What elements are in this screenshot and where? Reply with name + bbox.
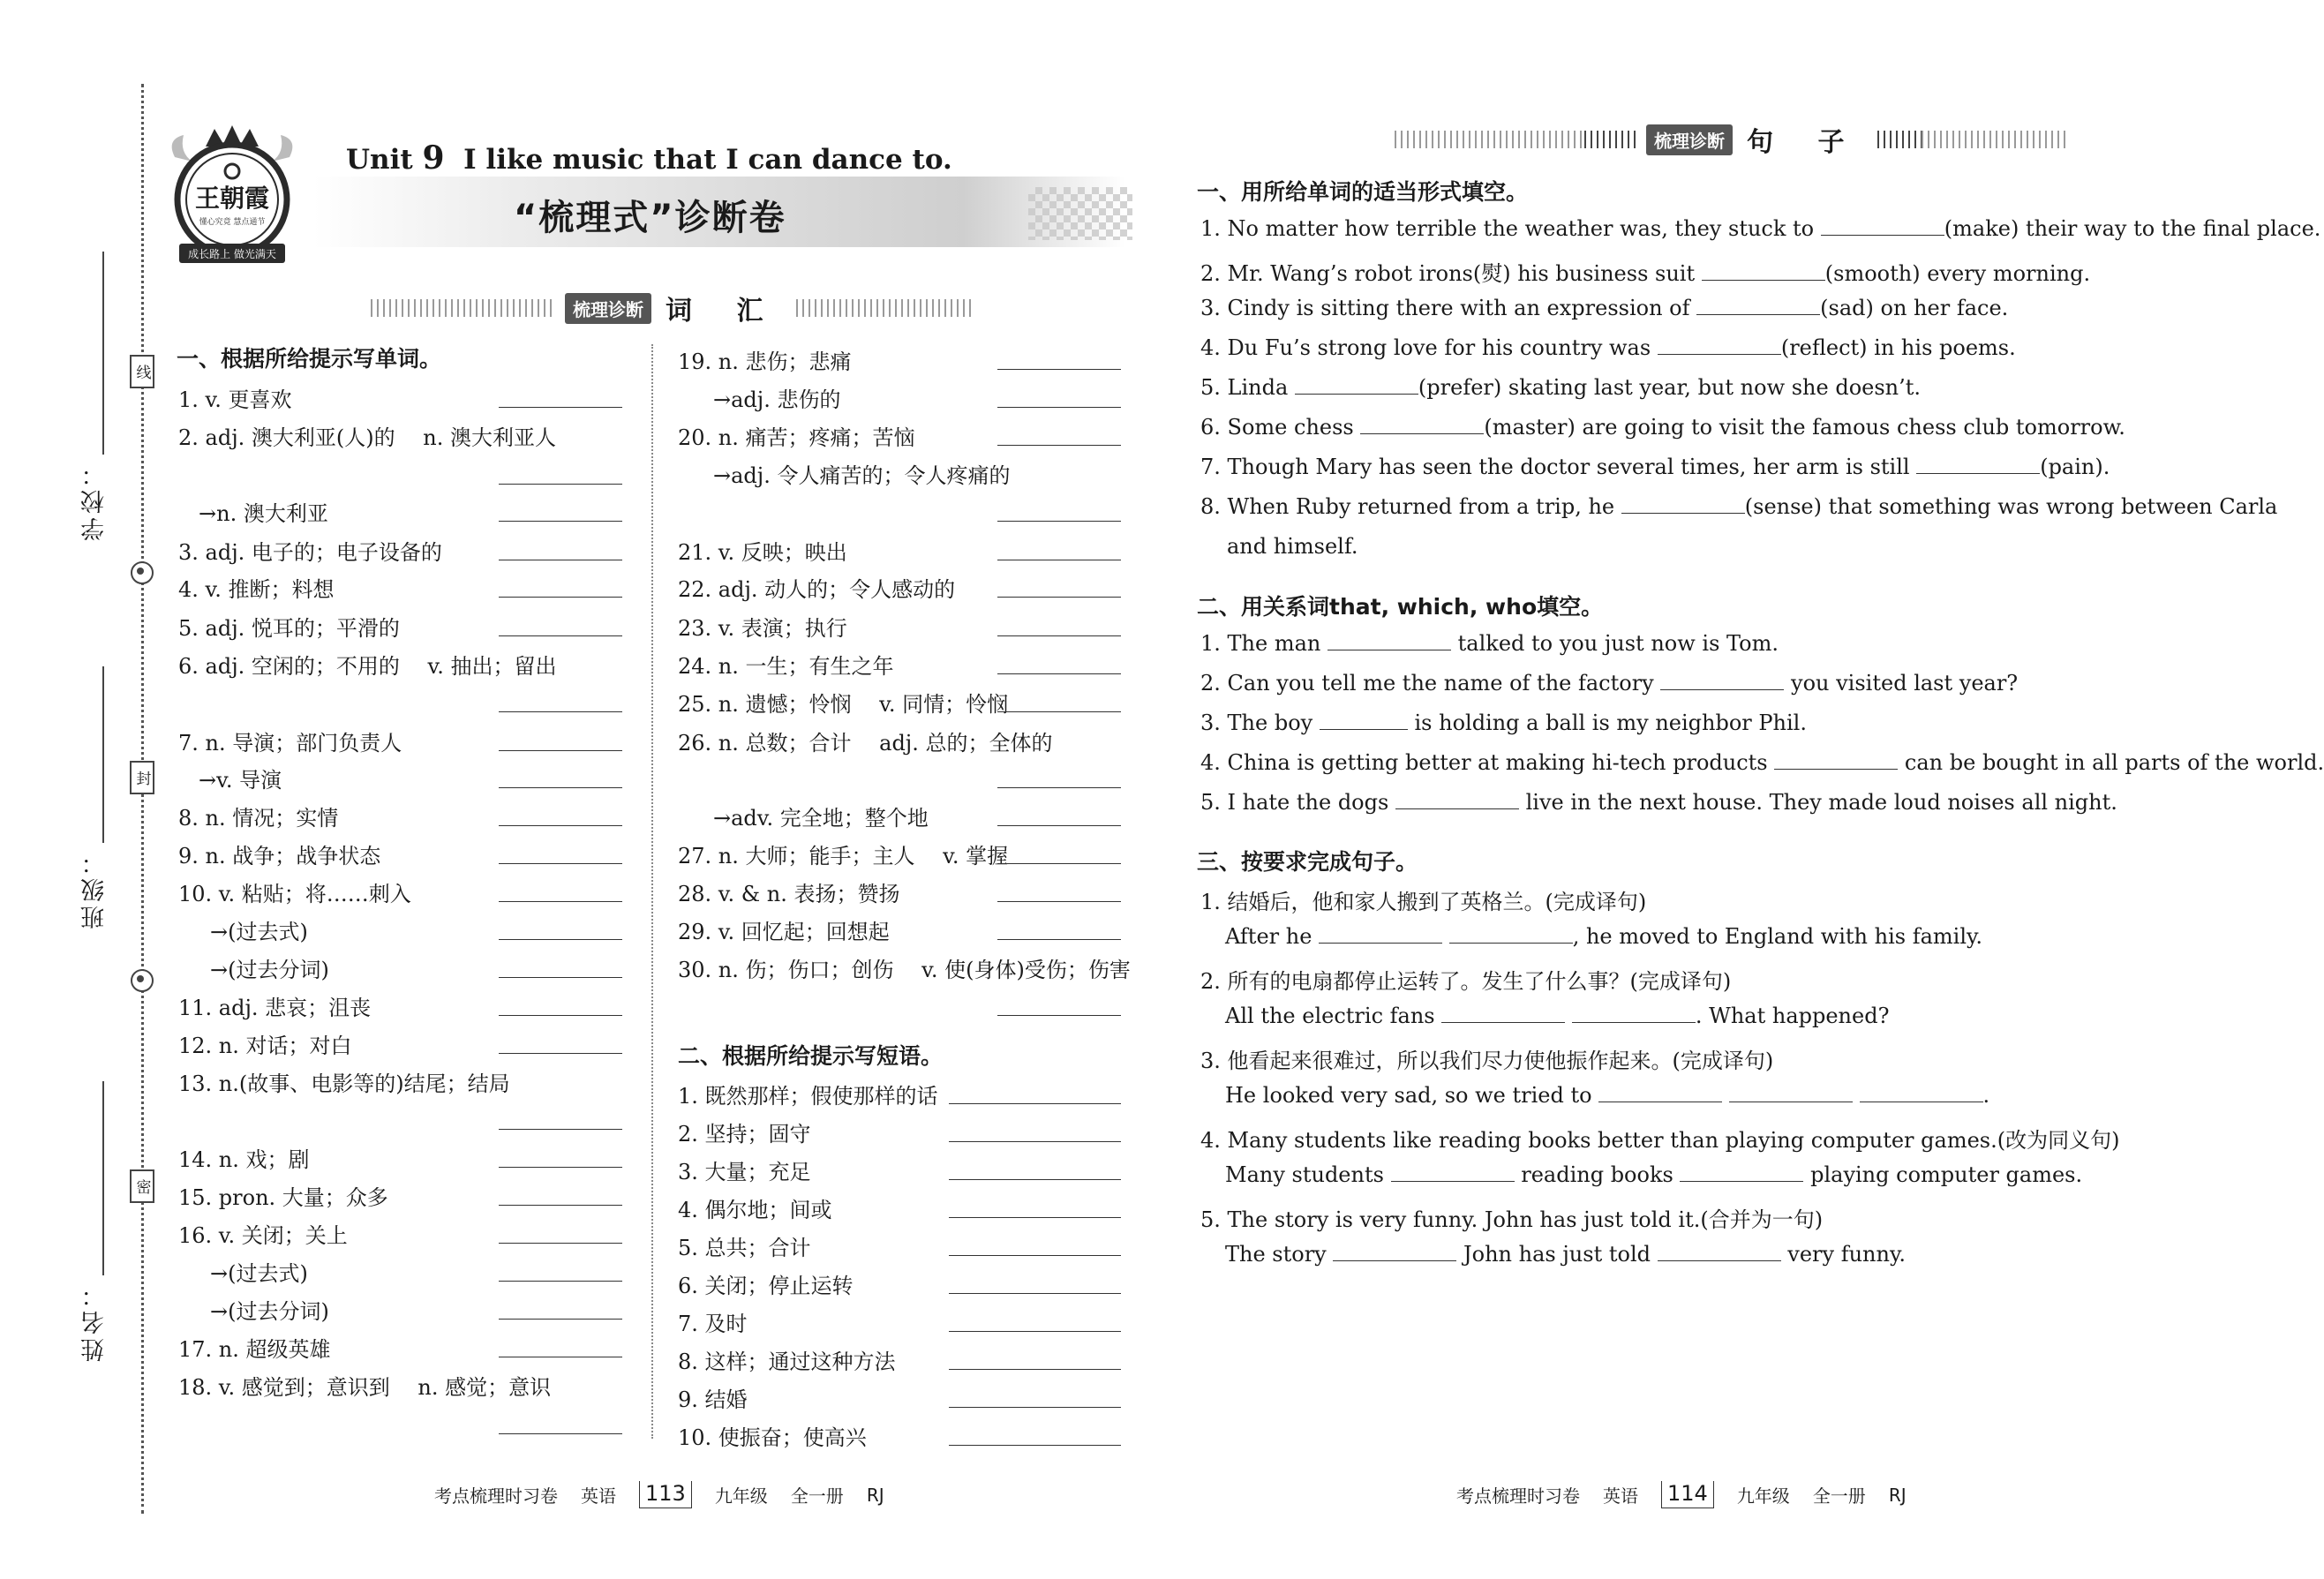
answer-post: very funny. (1787, 1242, 1906, 1267)
answer-blank[interactable] (997, 939, 1121, 940)
sentence-part2-title: 二、用关系词that, which, who填空。 (1197, 594, 1604, 620)
sentence-post: is holding a ball is my neighbor Phil. (1414, 711, 1807, 735)
answer-pre: The story (1225, 1242, 1327, 1267)
word-hint: (smooth) (1824, 261, 1921, 286)
svg-text:王朝霞: 王朝霞 (194, 184, 270, 213)
fill-sentence-continued: and himself. (1227, 534, 1358, 559)
answer-pre: He looked very sad, so we tried to (1225, 1083, 1592, 1108)
vocab-item: 21. v. 反映；映出 (678, 540, 847, 565)
answer-blank[interactable] (1327, 634, 1451, 650)
answer-blank[interactable] (499, 825, 622, 826)
hatch-decoration (371, 299, 556, 317)
sentence-pre: 3. The boy (1200, 711, 1313, 735)
combine-prompt: 5. The story is very funny. John has just told it.(合并为一句) (1200, 1207, 1824, 1232)
sentence-pre: 4. Du Fu’s strong love for his country was (1200, 335, 1651, 360)
answer-blank[interactable] (949, 1255, 1121, 1256)
answer-blank[interactable] (1319, 927, 1442, 944)
vocab-item: 29. v. 回忆起；回想起 (678, 920, 890, 944)
sentence-pre: 1. No matter how terrible the weather was, they stuck to (1200, 216, 1815, 241)
unit-subtitle: I like music that I can dance to. (463, 144, 952, 176)
word-hint: (make) (1944, 216, 2019, 241)
sentence-pre: 4. China is getting better at making hi-tech products (1200, 750, 1768, 775)
sentence-post: in his poems. (1874, 335, 2016, 360)
phrase-item: 1. 既然那样；假使那样的话 (678, 1084, 938, 1109)
hatch-decoration (1877, 131, 1922, 148)
answer-blank[interactable] (1320, 713, 1408, 730)
sentence-post: talked to you just now is Tom. (1457, 631, 1779, 656)
class-line (102, 666, 104, 843)
name-label: 姓名： (81, 1280, 109, 1362)
vocab-item: 19. n. 悲伤；悲痛 (678, 350, 852, 374)
vocab-part2-title: 二、根据所给提示写短语。 (678, 1043, 944, 1069)
vocab-section-header (371, 290, 973, 326)
vocab-item: →adv. 完全地；整个地 (713, 806, 929, 831)
footer-series: 考点梳理时习卷 (434, 1485, 558, 1507)
page-number: 113 (639, 1481, 692, 1508)
phrase-item: 7. 及时 (678, 1312, 748, 1336)
answer-blank[interactable] (1295, 378, 1418, 395)
answer-blank[interactable] (949, 1103, 1121, 1104)
hatch-decoration (796, 299, 973, 317)
answer-blank[interactable] (1449, 927, 1573, 944)
svg-text:成长路上 做光满天: 成长路上 做光满天 (188, 248, 276, 260)
section-badge: 梳理诊断 (1646, 124, 1733, 155)
answer-blank[interactable] (1860, 1086, 1983, 1102)
vocab-item: 3. adj. 电子的；电子设备的 (178, 540, 442, 565)
vocab-item: 13. n.(故事、电影等的)结尾；结局 (178, 1071, 510, 1096)
answer-blank[interactable] (1658, 338, 1781, 355)
sentence-section-header (1395, 122, 2067, 157)
sentence-post: their way to the final place. (2025, 216, 2321, 241)
fill-sentence (1200, 335, 2016, 360)
vocab-item: 16. v. 关闭；关上 (178, 1223, 348, 1248)
answer-blank[interactable] (949, 1369, 1121, 1370)
answer-blank[interactable] (499, 407, 622, 408)
vocab-item: 8. n. 情况；实情 (178, 806, 339, 831)
relative-sentence (1200, 711, 1807, 735)
rewrite-prompt: 4. Many students like reading books better than playing computer games.(改为同义句) (1200, 1128, 2120, 1153)
answer-blank[interactable] (1916, 457, 2040, 474)
answer-blank[interactable] (499, 1205, 622, 1206)
vocab-item: 24. n. 一生；有生之年 (678, 654, 894, 679)
vocab-item: 26. n. 总数；合计 adj. 总的；全体的 (678, 731, 1053, 756)
hatch-decoration (1584, 131, 1637, 148)
answer-blank[interactable] (1658, 1244, 1781, 1261)
sentence-pre: 2. Can you tell me the name of the factory (1200, 671, 1654, 696)
phrase-item: 6. 关闭；停止运转 (678, 1274, 854, 1298)
answer-blank[interactable] (499, 711, 622, 712)
vocab-item: →(过去分词) (210, 958, 329, 982)
vocab-item: 2. adj. 澳大利亚(人)的 n. 澳大利亚人 (178, 425, 556, 450)
vocab-part1-title: 一、根据所给提示写单词。 (177, 346, 442, 372)
answer-blank[interactable] (997, 521, 1121, 522)
fill-sentence (1200, 494, 2277, 519)
answer-blank[interactable] (997, 1015, 1121, 1016)
sentence-pre: 3. Cindy is sitting there with an expression of (1200, 296, 1690, 320)
answer-blank[interactable] (949, 1445, 1121, 1446)
checker-decoration (1028, 187, 1132, 240)
answer-blank[interactable] (1391, 1165, 1515, 1182)
footer-subject: 英语 (581, 1485, 616, 1507)
footer-subject: 英语 (1603, 1485, 1638, 1507)
hatch-decoration (1922, 131, 2067, 148)
footer-edition: RJ (1888, 1484, 1907, 1506)
sentence-post: skating last year, but now she doesn’t. (1508, 375, 1922, 400)
translate-prompt: 3. 他看起来很难过，所以我们尽力使他振作起来。(完成译句) (1200, 1049, 1774, 1073)
hatch-decoration (1395, 131, 1584, 148)
translate-answer (1225, 1004, 1889, 1028)
sentence-post: can be bought in all parts of the world. (1904, 750, 2324, 775)
answer-blank[interactable] (499, 787, 622, 788)
answer-pre: After he (1225, 924, 1312, 949)
answer-blank[interactable] (499, 1433, 622, 1434)
name-line (102, 1081, 104, 1275)
answer-post: , he moved to England with his family. (1572, 924, 1983, 949)
answer-post: . What happened? (1695, 1004, 1890, 1028)
relative-sentence (1200, 631, 1779, 656)
answer-blank[interactable] (1572, 1006, 1696, 1023)
answer-blank[interactable] (949, 1407, 1121, 1408)
sentence-post: on her face. (1880, 296, 2009, 320)
sentence-pre: 2. Mr. Wang’s robot irons(熨) his business suit (1200, 261, 1696, 286)
relative-sentence (1200, 790, 2117, 815)
answer-blank[interactable] (1360, 417, 1484, 434)
answer-blank[interactable] (997, 825, 1121, 826)
footer-right (1456, 1481, 1907, 1508)
footer-grade: 九年级 (714, 1485, 768, 1507)
sentence-pre: 6. Some chess (1200, 415, 1354, 440)
phrase-item: 9. 结婚 (678, 1387, 748, 1412)
answer-blank[interactable] (1821, 219, 1944, 236)
binding-knot-icon (131, 561, 154, 584)
answer-blank[interactable] (499, 977, 622, 978)
vocab-item: 1. v. 更喜欢 (178, 387, 292, 412)
answer-blank[interactable] (1702, 264, 1825, 281)
vocab-item: 30. n. 伤；伤口；创伤 v. 使(身体)受伤；伤害 (678, 958, 1131, 982)
unit-number: 9 (422, 139, 445, 177)
section-badge: 梳理诊断 (565, 293, 651, 324)
answer-blank[interactable] (499, 597, 622, 598)
vocab-item: 23. v. 表演；执行 (678, 616, 847, 641)
answer-blank[interactable] (499, 484, 622, 485)
answer-blank[interactable] (997, 901, 1121, 902)
sentence-pre: 5. Linda (1200, 375, 1289, 400)
phrase-item: 3. 大量；充足 (678, 1160, 811, 1184)
footer-left (434, 1481, 884, 1508)
answer-blank[interactable] (997, 597, 1121, 598)
vocab-item: →adj. 令人痛苦的；令人疼痛的 (713, 463, 1011, 488)
sentence-pre: 8. When Ruby returned from a trip, he (1200, 494, 1615, 519)
answer-blank[interactable] (1729, 1086, 1853, 1102)
vocab-item: 5. adj. 悦耳的；平滑的 (178, 616, 400, 641)
sentence-pre: 1. The man (1200, 631, 1321, 656)
translate-prompt: 1. 结婚后，他和家人搬到了英格兰。(完成译句) (1200, 890, 1647, 914)
phrase-item: 4. 偶尔地；间或 (678, 1198, 832, 1222)
answer-blank[interactable] (499, 1319, 622, 1320)
sentence-pre: 7. Though Mary has seen the doctor several times, her arm is still (1200, 455, 1910, 479)
word-hint: (pain). (2040, 455, 2110, 479)
vocab-item: 28. v. & n. 表扬；赞扬 (678, 882, 900, 906)
sentence-part1-title: 一、用所给单词的适当形式填空。 (1197, 179, 1529, 205)
phrase-item: 5. 总共；合计 (678, 1236, 811, 1260)
word-hint: (sense) (1744, 494, 1822, 519)
answer-blank[interactable] (499, 901, 622, 902)
vocab-item: 14. n. 戏；剧 (178, 1147, 310, 1172)
svg-text:懂心究竟 慧点通节: 懂心究竟 慧点通节 (199, 218, 266, 227)
answer-blank[interactable] (499, 1053, 622, 1054)
answer-post: playing computer games. (1810, 1162, 2083, 1187)
sentence-post: you visited last year? (1791, 671, 2019, 696)
answer-blank[interactable] (997, 369, 1121, 370)
vocab-item: 18. v. 感觉到；意识到 n. 感觉；意识 (178, 1375, 552, 1400)
binding-dotted-line (141, 84, 144, 1514)
brand-logo-icon (157, 122, 307, 272)
sentence-pre: 5. I hate the dogs (1200, 790, 1389, 815)
column-divider (651, 344, 653, 1439)
sentence-post: every morning. (1927, 261, 2091, 286)
answer-blank[interactable] (499, 521, 622, 522)
answer-blank[interactable] (997, 787, 1121, 788)
answer-blank[interactable] (997, 863, 1121, 864)
phrase-item: 2. 坚持；固守 (678, 1122, 811, 1147)
answer-blank[interactable] (997, 673, 1121, 674)
school-label: 学校： (81, 459, 109, 541)
binding-mark-seal: 封 (130, 761, 154, 794)
fill-sentence (1200, 256, 2090, 287)
sentence-post: are going to visit the famous chess club tomorrow. (1582, 415, 2125, 440)
word-hint: (prefer) (1418, 375, 1502, 400)
fill-sentence (1200, 216, 2320, 241)
vocab-item: →n. 澳大利亚 (199, 501, 328, 526)
binding-mark-line: 线 (130, 355, 154, 388)
answer-blank[interactable] (997, 445, 1121, 446)
answer-blank[interactable] (997, 407, 1121, 408)
vocab-item: →(过去式) (210, 920, 308, 944)
footer-volume: 全一册 (1812, 1485, 1866, 1507)
answer-blank[interactable] (949, 1141, 1121, 1142)
answer-blank[interactable] (499, 1167, 622, 1168)
vocab-item: →(过去分词) (210, 1299, 329, 1324)
vocab-item: →adj. 悲伤的 (713, 387, 841, 412)
main-title: “梳理式”诊断卷 (514, 198, 786, 238)
word-hint: (master) (1484, 415, 1576, 440)
answer-blank[interactable] (499, 863, 622, 864)
answer-blank[interactable] (499, 1281, 622, 1282)
vocab-item: →(过去式) (210, 1261, 308, 1286)
relative-sentence (1200, 750, 2324, 775)
answer-blank[interactable] (1660, 673, 1784, 690)
answer-pre: All the electric fans (1225, 1004, 1435, 1028)
vocab-item: 27. n. 大师；能手；主人 v. 掌握 (678, 844, 1009, 868)
footer-edition: RJ (866, 1484, 884, 1506)
answer-blank[interactable] (1395, 793, 1519, 809)
answer-blank[interactable] (1598, 1086, 1722, 1102)
answer-post: . (1982, 1083, 1990, 1108)
fill-sentence (1200, 375, 1921, 400)
answer-blank[interactable] (949, 1331, 1121, 1332)
phrase-item: 8. 这样；通过这种方法 (678, 1350, 896, 1374)
phrase-item: 10. 使振奋；使高兴 (678, 1425, 867, 1450)
answer-blank[interactable] (499, 1243, 622, 1244)
answer-mid: reading books (1521, 1162, 1673, 1187)
word-hint: (reflect) (1780, 335, 1868, 360)
vocab-item: 7. n. 导演；部门负责人 (178, 731, 402, 756)
answer-blank[interactable] (1333, 1244, 1456, 1261)
vocab-item: 20. n. 痛苦；疼痛；苦恼 (678, 425, 915, 450)
vocab-item: 11. adj. 悲哀；沮丧 (178, 996, 372, 1020)
unit-label: Unit (346, 144, 413, 176)
fill-sentence (1200, 415, 2125, 440)
answer-blank[interactable] (499, 1129, 622, 1130)
footer-volume: 全一册 (790, 1485, 844, 1507)
answer-pre: Many students (1225, 1162, 1384, 1187)
binding-knot-icon (131, 969, 154, 992)
school-line (102, 252, 104, 455)
answer-blank[interactable] (1774, 753, 1898, 770)
vocab-item: 25. n. 遗憾；怜悯 v. 同情；怜悯 (678, 692, 1009, 717)
relative-sentence (1200, 671, 2018, 696)
vocab-item: 15. pron. 大量；众多 (178, 1185, 388, 1210)
fill-sentence (1200, 296, 2008, 320)
translate-answer (1225, 1083, 1989, 1108)
sentence-part3-title: 三、按要求完成句子。 (1197, 849, 1418, 875)
answer-mid: John has just told (1463, 1242, 1651, 1267)
answer-blank[interactable] (1696, 298, 1820, 315)
sentence-section-title: 句 子 (1747, 127, 1862, 158)
vocab-section-title: 词 汇 (666, 296, 781, 327)
vocab-item: 12. n. 对话；对白 (178, 1034, 352, 1058)
answer-blank[interactable] (1621, 497, 1745, 514)
vocab-item: 4. v. 推断；料想 (178, 577, 335, 602)
unit-title (346, 139, 952, 177)
answer-blank[interactable] (997, 635, 1121, 636)
rewrite-answer (1225, 1162, 2082, 1187)
fill-sentence (1200, 455, 2110, 479)
footer-grade: 九年级 (1736, 1485, 1790, 1507)
vocab-item: 9. n. 战争；战争状态 (178, 844, 381, 868)
answer-blank[interactable] (949, 1179, 1121, 1180)
answer-blank[interactable] (1680, 1165, 1803, 1182)
binding-mark-secret: 密 (130, 1169, 154, 1203)
vocab-item: 6. adj. 空闲的；不用的 v. 抽出；留出 (178, 654, 557, 679)
vocab-item: 17. n. 超级英雄 (178, 1337, 331, 1362)
page-number: 114 (1661, 1481, 1714, 1508)
combine-answer (1225, 1242, 1906, 1267)
answer-blank[interactable] (997, 711, 1121, 712)
word-hint: (sad) (1820, 296, 1874, 320)
translate-answer (1225, 924, 1982, 949)
answer-blank[interactable] (499, 1015, 622, 1016)
answer-blank[interactable] (499, 750, 622, 751)
sentence-post: that something was wrong between Carla (1828, 494, 2278, 519)
class-label: 班级： (81, 847, 109, 929)
answer-blank[interactable] (1441, 1006, 1565, 1023)
answer-blank[interactable] (499, 635, 622, 636)
sentence-post: live in the next house. They made loud noises all night. (1525, 790, 2117, 815)
vocab-item: →v. 导演 (199, 768, 282, 793)
vocab-item: 22. adj. 动人的；令人感动的 (678, 577, 956, 602)
footer-series: 考点梳理时习卷 (1456, 1485, 1580, 1507)
answer-blank[interactable] (949, 1293, 1121, 1294)
vocab-item: 10. v. 粘贴；将……刺入 (178, 882, 411, 906)
answer-blank[interactable] (499, 939, 622, 940)
answer-blank[interactable] (949, 1217, 1121, 1218)
translate-prompt: 2. 所有的电扇都停止运转了。发生了什么事？(完成译句) (1200, 969, 1732, 994)
